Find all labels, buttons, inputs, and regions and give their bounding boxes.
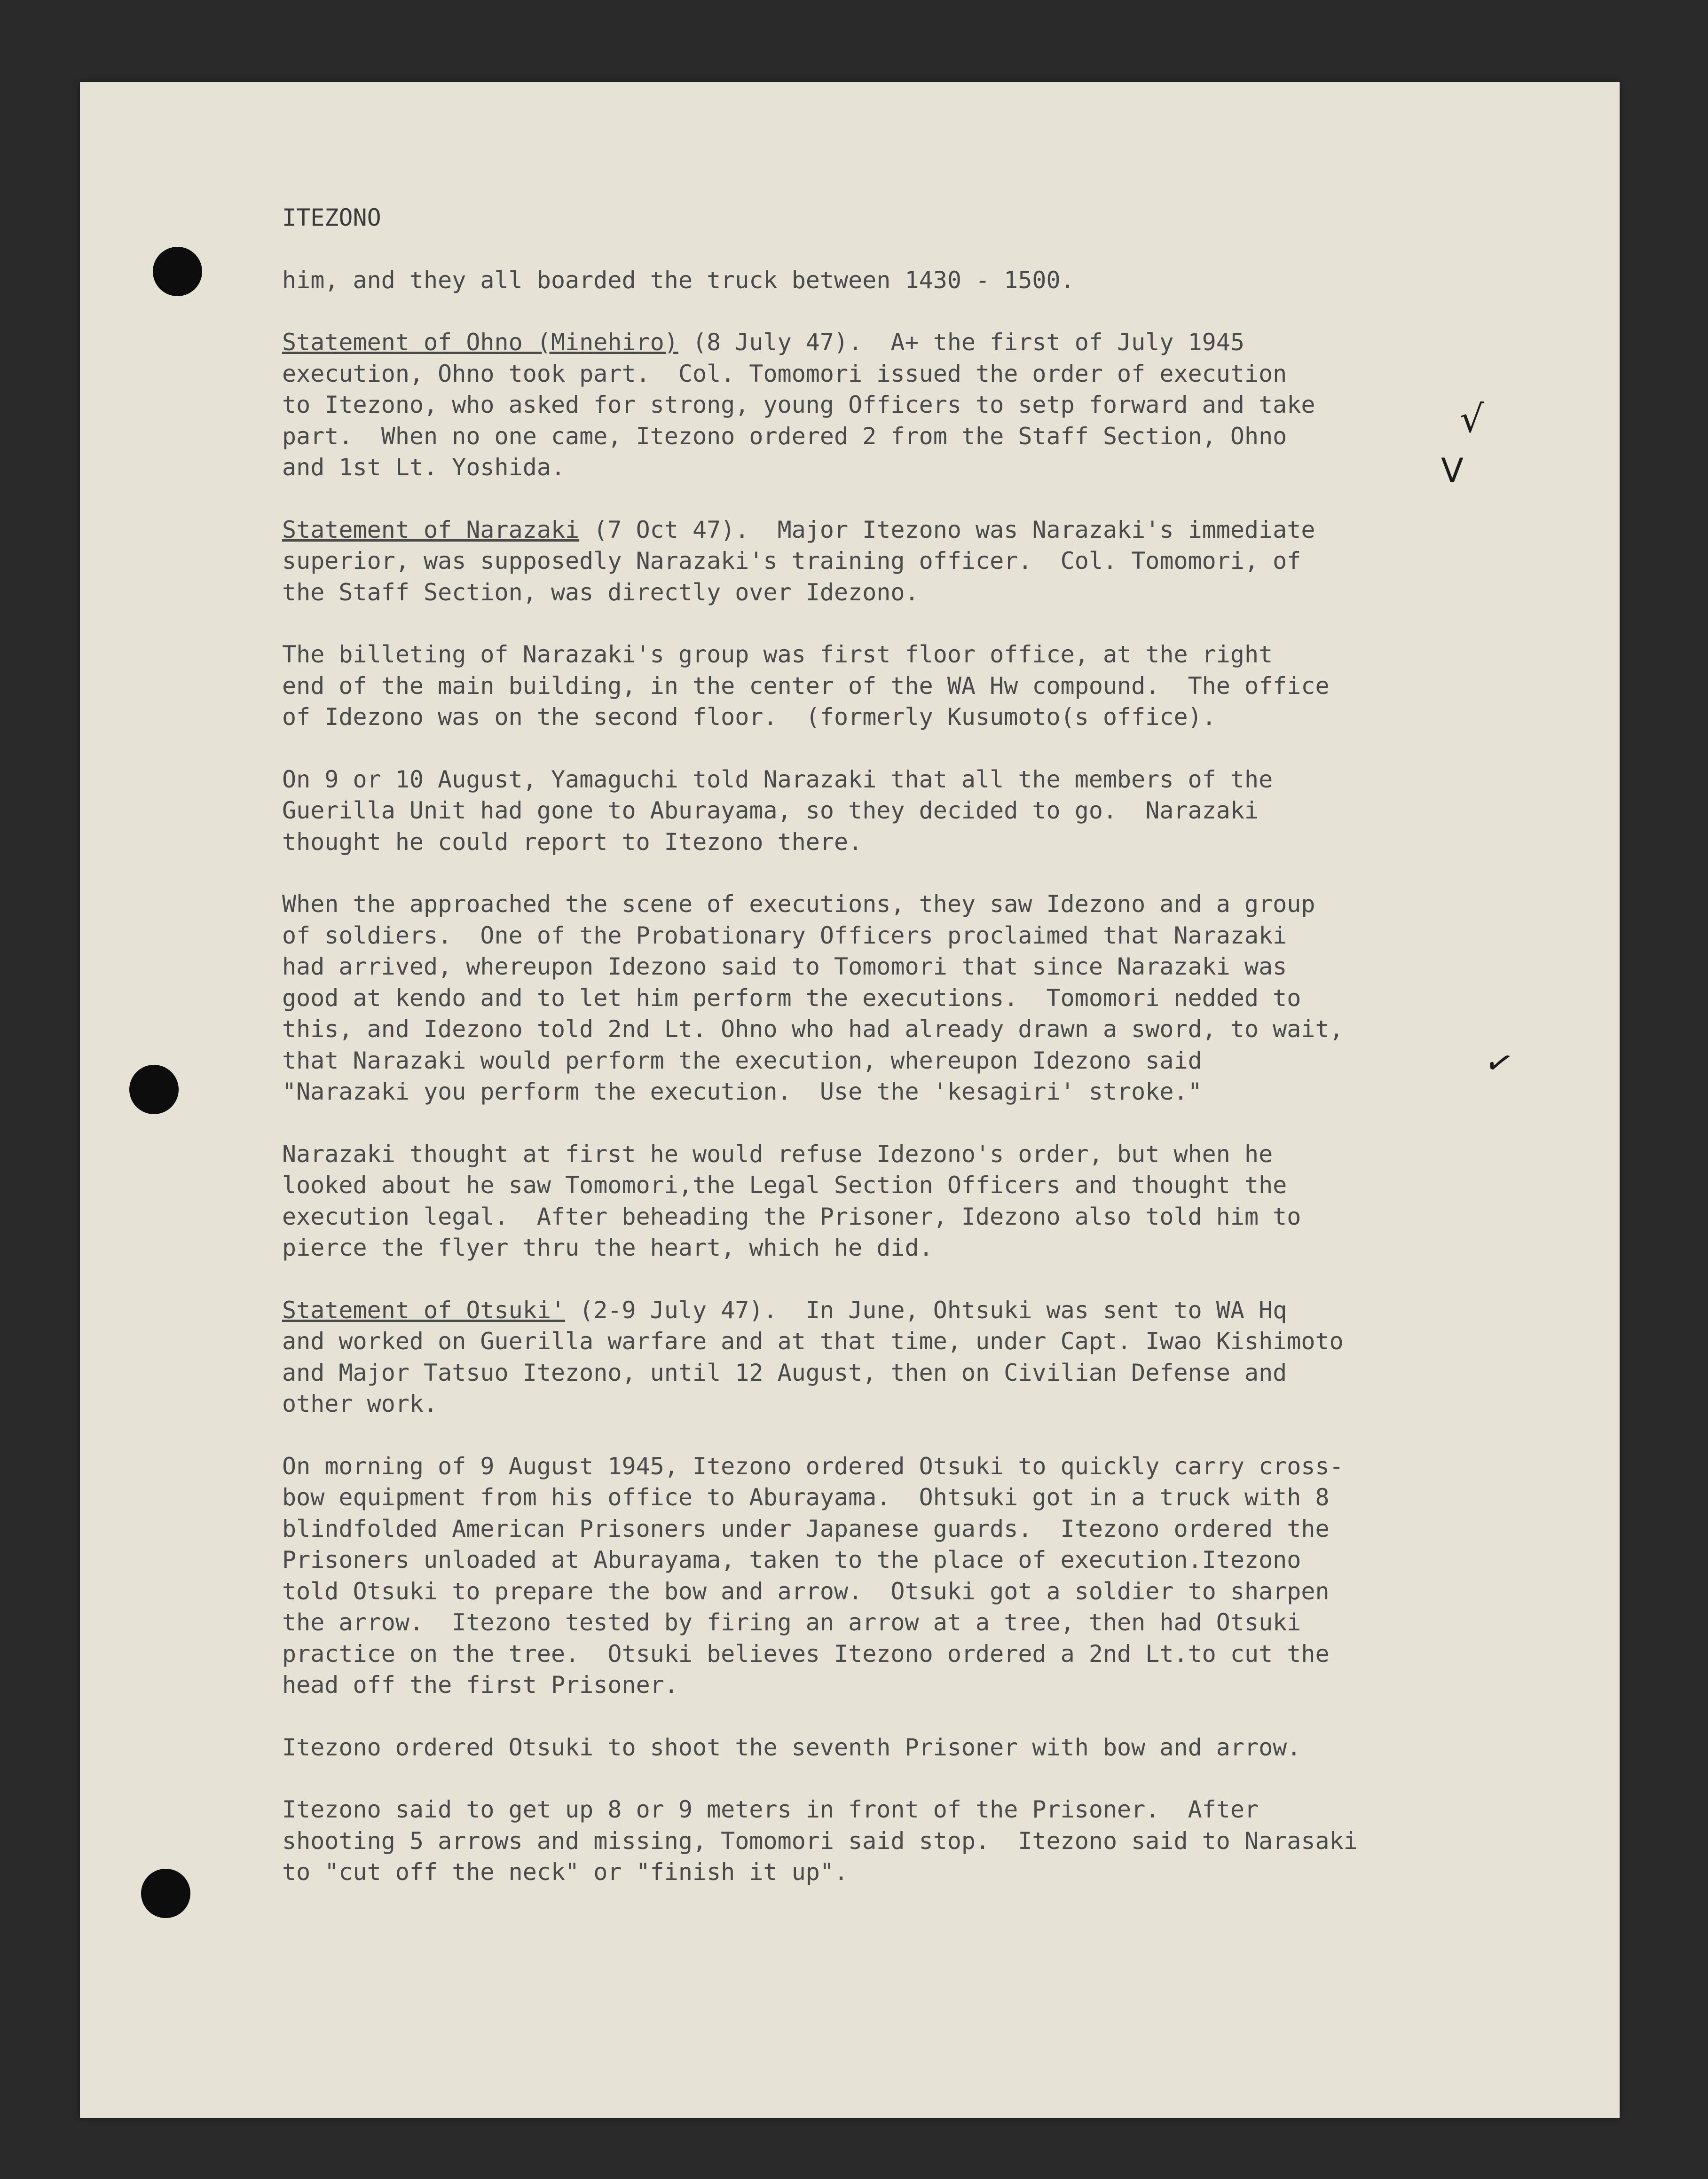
- text-line: [282, 1139, 1504, 1170]
- line-text: (7 Oct 47). Major Itezono was Narazaki's immediate: [579, 516, 1315, 543]
- statement-heading: Statement of Ohno (Minehiro): [282, 329, 678, 356]
- text-line: [282, 452, 1504, 483]
- line-text: that Narazaki would perform the execution, whereupon Idezono said: [282, 1046, 1202, 1074]
- text-line: [282, 545, 1504, 577]
- line-text: On 9 or 10 August, Yamaguchi told Narazaki that all the members of the: [282, 765, 1273, 793]
- text-line: [282, 1326, 1504, 1357]
- line-text: (2-9 July 47). In June, Ohtsuki was sent to WA Hq: [565, 1296, 1287, 1324]
- text-line: [282, 358, 1504, 390]
- line-text: pierce the flyer thru the heart, which he did.: [282, 1234, 933, 1261]
- text-line: [282, 1544, 1504, 1576]
- line-text: part. When no one came, Itezono ordered 2 from the Staff Section, Ohno: [282, 422, 1287, 450]
- text-line: [282, 1482, 1504, 1513]
- text-line: [282, 1357, 1504, 1389]
- line-text: execution, Ohno took part. Col. Tomomori issued the order of execution: [282, 360, 1287, 387]
- line-text: thought he could report to Itezono there.: [282, 828, 863, 856]
- text-line: [282, 1638, 1504, 1670]
- check-mark-ohno-2: V: [1441, 451, 1464, 490]
- line-text: him, and they all boarded the truck between 1430 - 1500.: [282, 266, 1075, 294]
- line-text: good at kendo and to let him perform the executions. Tomomori nedded to: [282, 984, 1301, 1012]
- text-line: [282, 1607, 1504, 1638]
- check-mark-narazaki: ✓: [1481, 1040, 1518, 1086]
- line-text: When the approached the scene of executions, they saw Idezono and a group: [282, 890, 1315, 918]
- line-text: this, and Idezono told 2nd Lt. Ohno who had already drawn a sword, to wait,: [282, 1015, 1344, 1043]
- line-text: Guerilla Unit had gone to Aburayama, so they decided to go. Narazaki: [282, 797, 1259, 824]
- text-line: [282, 826, 1504, 858]
- line-text: other work.: [282, 1390, 438, 1417]
- line-text: "Narazaki you perform the execution. Use the 'kesagiri' stroke.": [282, 1078, 1202, 1105]
- line-text: the Staff Section, was directly over Idezono.: [282, 578, 919, 606]
- line-text: (8 July 47). A+ the first of July 1945: [678, 329, 1244, 356]
- page-header: ITEZONO: [282, 204, 381, 231]
- text-line: [282, 1513, 1504, 1545]
- text-line: [282, 1076, 1504, 1108]
- text-line: [282, 951, 1504, 983]
- text-line: [282, 1388, 1504, 1420]
- text-line: [282, 1170, 1504, 1201]
- text-line: [282, 1825, 1504, 1857]
- text-line: [282, 421, 1504, 452]
- text-line: [282, 1669, 1504, 1701]
- line-text: had arrived, whereupon Idezono said to Tomomori that since Narazaki was: [282, 953, 1287, 980]
- line-text: of soldiers. One of the Probationary Officers proclaimed that Narazaki: [282, 921, 1287, 949]
- text-line: [282, 1295, 1504, 1326]
- line-text: and worked on Guerilla warfare and at that time, under Capt. Iwao Kishimoto: [282, 1328, 1344, 1355]
- punch-hole-bottom: [141, 1869, 190, 1918]
- text-line: [282, 889, 1504, 920]
- text-line: [282, 1232, 1504, 1264]
- check-mark-ohno-1: √: [1460, 397, 1484, 441]
- line-text: to "cut off the neck" or "finish it up".: [282, 1858, 849, 1886]
- line-text: and Major Tatsuo Itezono, until 12 August, then on Civilian Defense and: [282, 1359, 1287, 1386]
- statement-heading: Statement of Otsuki': [282, 1296, 566, 1324]
- text-line: [282, 1856, 1504, 1888]
- text-line: [282, 389, 1504, 421]
- text-line: [282, 514, 1504, 546]
- punch-hole-middle: [129, 1065, 179, 1114]
- text-line: [282, 764, 1504, 795]
- typed-text-body: [282, 202, 1504, 1919]
- text-line: [282, 670, 1504, 702]
- line-text: Itezono said to get up 8 or 9 meters in front of the Prisoner. After: [282, 1796, 1259, 1823]
- line-text: practice on the tree. Otsuki believes Itezono ordered a 2nd Lt.to cut the: [282, 1640, 1330, 1668]
- line-text: Itezono ordered Otsuki to shoot the seventh Prisoner with bow and arrow.: [282, 1733, 1301, 1761]
- line-text: and 1st Lt. Yoshida.: [282, 454, 566, 481]
- text-line: [282, 1014, 1504, 1045]
- text-line: [282, 1732, 1504, 1763]
- text-line: [282, 701, 1504, 733]
- line-text: The billeting of Narazaki's group was first floor office, at the right: [282, 641, 1273, 668]
- line-text: superior, was supposedly Narazaki's training officer. Col. Tomomori, of: [282, 547, 1301, 574]
- text-line: [282, 639, 1504, 670]
- text-line: [282, 983, 1504, 1014]
- text-line: [282, 1045, 1504, 1077]
- text-line: [282, 327, 1504, 358]
- line-text: of Idezono was on the second floor. (formerly Kusumoto(s office).: [282, 703, 1216, 731]
- punch-hole-top: [153, 247, 202, 296]
- line-text: On morning of 9 August 1945, Itezono ordered Otsuki to quickly carry cross-: [282, 1452, 1344, 1480]
- line-text: Narazaki thought at first he would refuse Idezono's order, but when he: [282, 1140, 1273, 1168]
- text-line: [282, 1576, 1504, 1607]
- line-text: to Itezono, who asked for strong, young Officers to setp forward and take: [282, 391, 1315, 418]
- line-text: bow equipment from his office to Aburayama. Ohtsuki got in a truck with 8: [282, 1484, 1330, 1511]
- text-line: [282, 1201, 1504, 1233]
- text-line: [282, 1451, 1504, 1482]
- line-text: the arrow. Itezono tested by firing an arrow at a tree, then had Otsuki: [282, 1609, 1301, 1636]
- statement-heading: Statement of Narazaki: [282, 516, 580, 543]
- text-line: [282, 265, 1504, 296]
- text-line: [282, 1794, 1504, 1825]
- line-text: Prisoners unloaded at Aburayama, taken to the place of execution.Itezono: [282, 1546, 1301, 1573]
- line-text: head off the first Prisoner.: [282, 1671, 678, 1699]
- text-line: [282, 795, 1504, 826]
- line-text: shooting 5 arrows and missing, Tomomori said stop. Itezono said to Narasaki: [282, 1827, 1358, 1855]
- line-text: execution legal. After beheading the Prisoner, Idezono also told him to: [282, 1203, 1301, 1230]
- line-text: end of the main building, in the center of the WA Hw compound. The office: [282, 672, 1330, 700]
- text-line: [282, 920, 1504, 952]
- text-line: [282, 577, 1504, 608]
- line-text: blindfolded American Prisoners under Japanese guards. Itezono ordered the: [282, 1515, 1330, 1542]
- line-text: told Otsuki to prepare the bow and arrow. Otsuki got a soldier to sharpen: [282, 1577, 1330, 1605]
- line-text: looked about he saw Tomomori,the Legal Section Officers and thought the: [282, 1172, 1287, 1199]
